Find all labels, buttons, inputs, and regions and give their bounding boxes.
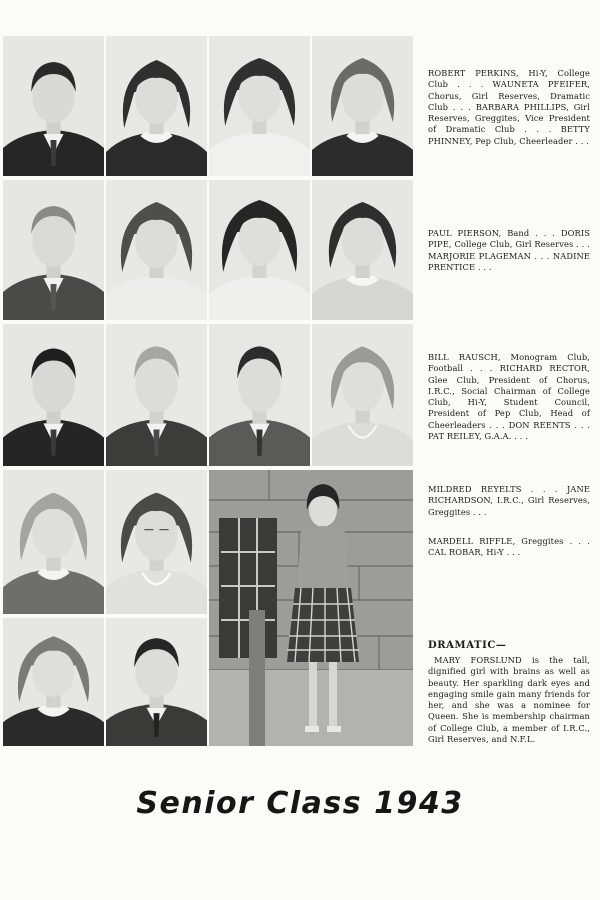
portrait-photo	[312, 324, 413, 466]
portrait-photo	[106, 36, 207, 176]
candid-photo	[209, 470, 413, 746]
portrait-photo	[3, 36, 104, 176]
portrait-photo	[3, 324, 104, 466]
portrait-photo	[3, 180, 104, 320]
portrait-photo	[209, 180, 310, 320]
portrait-photo	[106, 324, 207, 466]
portrait-photo	[209, 36, 310, 176]
dramatic-heading: DRAMATIC—	[428, 640, 507, 651]
portrait-photo	[106, 470, 207, 614]
portrait-photo	[106, 618, 207, 746]
caption-row-1: ROBERT PERKINS, Hi-Y, College Club . . . WAUNETA PFEIFER, Chorus, Girl Reserves, Dramatic Club . . . BARBARA PHILLIPS, Girl Reserves, Greggites, Vice President of Dramatic Club . . . BETTY PHINNEY, Pep Club, Cheerleader . . .	[428, 68, 590, 146]
dramatic-body: MARY FORSLUND is the tall, dignified girl with brains as well as beauty. Her sparkling dark eyes and engaging smile gain many friends for her, and she was a nominee for Queen. She is membership chairman of College Club, a member of I.R.C., Girl Reserves, and N.F.L.	[428, 655, 590, 745]
portrait-photo	[106, 180, 207, 320]
portrait-photo	[312, 180, 413, 320]
page-title: Senior Class 1943	[136, 786, 464, 821]
portrait-photo	[312, 36, 413, 176]
caption-row-2: PAUL PIERSON, Band . . . DORIS PIPE, College Club, Girl Reserves . . . MARJORIE PLAGEMAN . . . NADINE PRENTICE . . .	[428, 228, 590, 272]
caption-row-4: MILDRED REYELTS . . . JANE RICHARDSON, I.R.C., Girl Reserves, Greggites . . .	[428, 484, 590, 517]
caption-row-3: BILL RAUSCH, Monogram Club, Football . . . RICHARD RECTOR, Glee Club, President of Chorus, I.R.C., Social Chairman of College Club, Hi-Y, Student Council, President of Pep Club, Head of Cheerleaders . . . DON REENTS . . . PAT REILEY, G.A.A. . . .	[428, 352, 590, 442]
portrait-photo	[3, 470, 104, 614]
portrait-photo	[209, 324, 310, 466]
portrait-photo	[3, 618, 104, 746]
caption-row-4b: MARDELL RIFFLE, Greggites . . . CAL ROBAR, Hi-Y . . .	[428, 536, 590, 558]
